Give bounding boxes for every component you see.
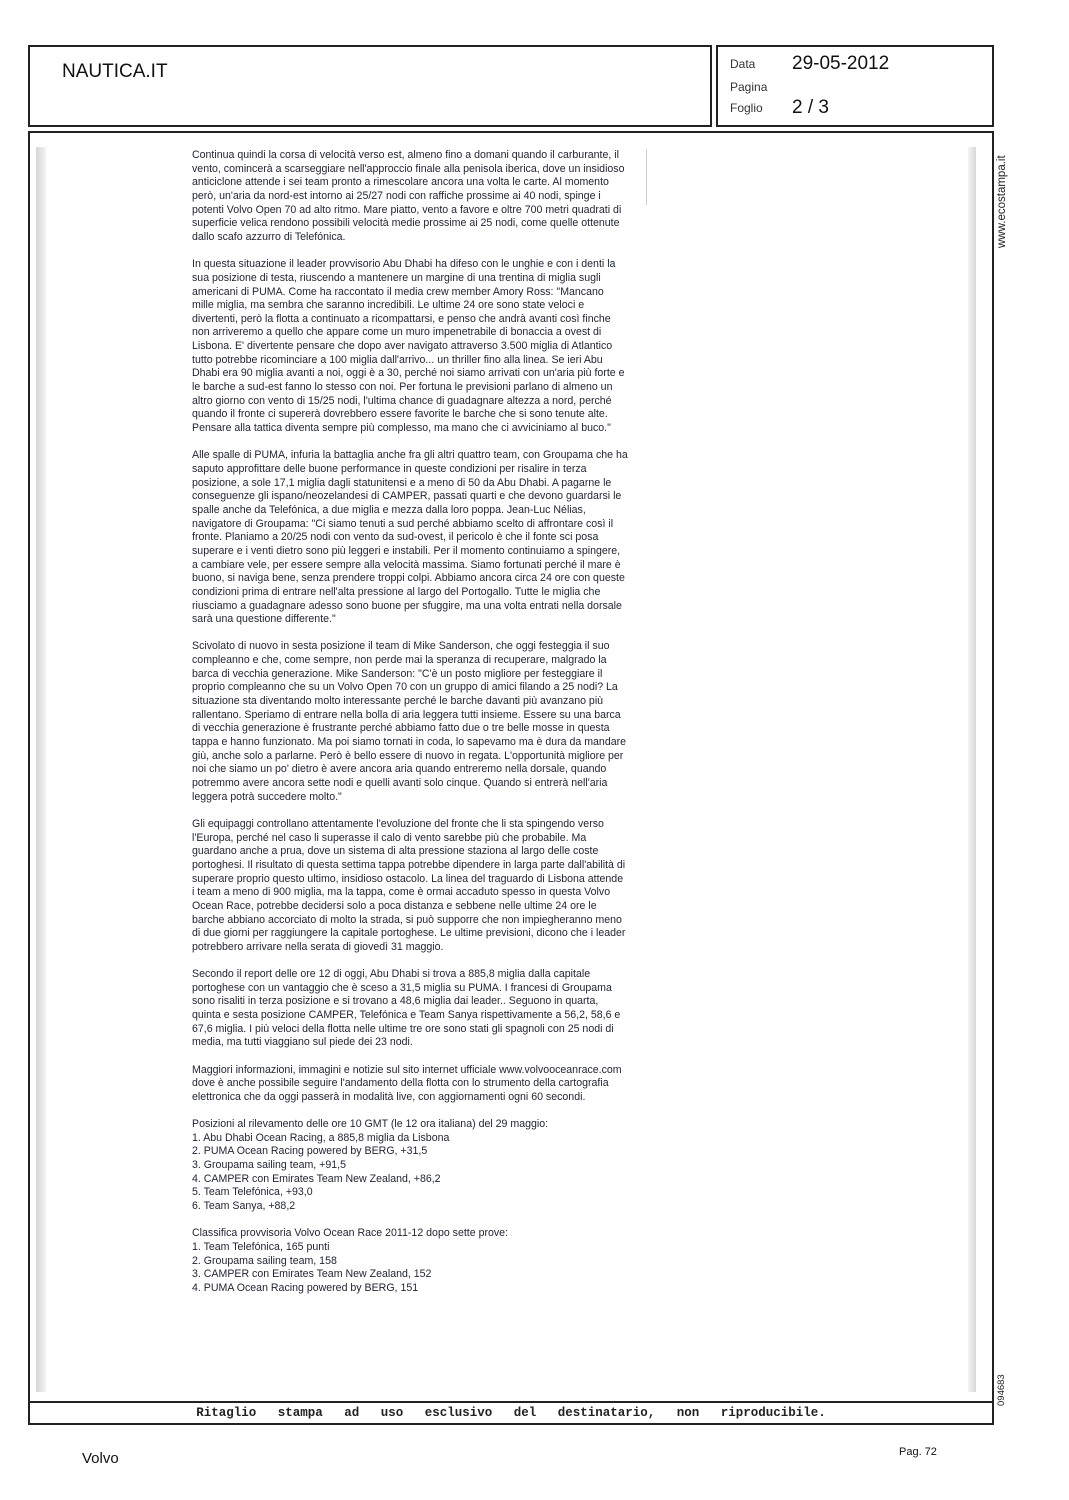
article-paragraph: Scivolato di nuovo in sesta posizione il team di Mike Sanderson, che oggi festeggia il suo compleanno e che, come sempre, non perde mai la speranza di recuperare, malgrado la barca di vecchia generazione. Mike Sanderson: "C'è un posto migliore per festeggiare il proprio compleanno che su un Volvo Open 70 con un gruppo di amici filando a 25 nodi? La situazione sta diventando molto interessante perché le barche davanti più avanzano più rallentano. Speriamo di entrare nella bolla di aria leggera tutti insieme. Essere su una barca di vecchia generazione è frustrante perché abbiamo fatto due o tre belle mosse in questa tappa e hanno funzionato. Ma poi siamo tornati in coda, lo sapevamo ma è dura da mandare giù, anche solo a parlarne. Però è bello essere di nuovo in regata. L'opportunità migliore per noi che siamo un po' dietro è avere ancora aria quando entreremo nella dorsale, quando potremmo avere ancora sette nodi e quelli avanti solo cinque. Quando si entrerà nell'aria leggera potrà succedere molto.": [192, 640, 627, 803]
list-item: 6. Team Sanya, +88,2: [192, 1200, 296, 1213]
positions-title: Posizioni al rilevamento delle ore 10 GMT (le 12 ora italiana) del 29 maggio:: [192, 1118, 549, 1131]
clipping-frame: [28, 131, 994, 1425]
list-item: 5. Team Telefónica, +93,0: [192, 1186, 313, 1199]
sheet-value: 2 / 3: [792, 97, 829, 118]
side-code: 094683: [996, 1374, 1007, 1406]
article-paragraph: Secondo il report delle ore 12 di oggi, Abu Dhabi si trova a 885,8 miglia dalla capitale portoghese con un vantaggio che è sceso a 31,5 miglia su PUMA. I francesi di Groupama sono risaliti in terza posizione e si trovano a 48,6 miglia dai leader.. Seguono in quarta, quinta e sesta posizione CAMPER, Telefónica e Team Sanya rispettivamente a 56,2, 58,6 e 67,6 miglia. I più veloci della flotta nelle ultime tre ore sono stati gli spagnoli con 25 nodi di media, ma tutti viaggiano sul piede dei 23 nodi.: [192, 968, 621, 1049]
source-title: NAUTICA.IT: [62, 61, 168, 82]
section-label: Volvo: [82, 1450, 119, 1467]
list-item: 2. Groupama sailing team, 158: [192, 1254, 337, 1267]
article-paragraph: Maggiori informazioni, immagini e notizie sul sito internet ufficiale www.volvooceanrace.com dove è anche possibile seguire l'andamento della flotta con lo strumento della cartografia elettronica che da oggi passerà in modalità live, con aggiornamenti ogni 60 secondi.: [192, 1063, 622, 1103]
side-url: www.ecostampa.it: [996, 155, 1008, 248]
source-header-box: [28, 45, 712, 127]
standings-list: [192, 1227, 628, 1295]
article-paragraph: Gli equipaggi controllano attentamente l'evoluzione del fronte che li sta spingendo verso l'Europa, perché nel caso li superasse il calo di vento sarebbe più che probabile. Ma guardano anche a prua, dove un sistema di alta pressione staziona al largo delle coste portoghesi. Il risultato di questa settima tappa potrebbe dipendere in larga parte dall'abilità di superare proprio questo ultimo, insidioso ostacolo. La linea del traguardo di Lisbona attende i team a meno di 900 miglia, ma la tappa, come è ormai accaduto spesso in questa Volvo Ocean Race, potrebbe decidersi solo a poca distanza e sebbene nelle ultime 24 ore le barche abbiano accorciato di molto la strada, si può supporre che non impiegheranno meno di due giorni per raggiungere la capitale portoghese. Le ultime previsioni, dicono che i leader potrebbero arrivare nella serata di giovedì 31 maggio.: [192, 817, 626, 953]
scan-shadow-left: [36, 147, 46, 1392]
date-label: Data: [730, 57, 756, 71]
positions-list: [192, 1118, 628, 1214]
article-paragraph: Alle spalle di PUMA, infuria la battaglia anche fra gli altri quattro team, con Groupama che ha saputo approfittare delle buone performance in queste condizioni per risalire in terza posizione, a sole 17,1 miglia dagli statunitensi e a meno di 50 da Abu Dhabi. A pagarne le conseguenze gli ispano/neozelandesi di CAMPER, passati quarti e che devono guardarsi le spalle anche da Telefónica, a due miglia e mezza dalla loro poppa. Jean-Luc Nélias, navigatore di Groupama: "Ci siamo tenuti a sud perché abbiamo scelto di affrontare così il fronte. Planiamo a 20/25 nodi con vento da sud-ovest, il pericolo è che il fonte sci posa superare e i venti dietro sono più leggeri e instabili. Per il momento continuiamo a spingere, a cambiare vele, per essere sempre alla velocità massima. Siamo fortunati perché il mare è buono, si naviga bene, senza prendere troppi colpi. Abbiamo ancora circa 24 ore con queste condizioni prima di entrare nell'alta pressione al largo del Portogallo. Tutte le miglia che riusciamo a guadagnare adesso sono buone per sfuggire, ma una volta entrati nella dorsale sarà una questione differente.": [192, 449, 628, 626]
list-item: 4. PUMA Ocean Racing powered by BERG, 151: [192, 1281, 419, 1294]
date-value: 29-05-2012: [792, 53, 890, 74]
list-item: 4. CAMPER con Emirates Team New Zealand, +86,2: [192, 1172, 441, 1185]
metadata-box: [716, 45, 994, 127]
copyright-notice: Ritaglio stampa ad uso esclusivo del destinatario, non riproducibile.: [30, 1401, 992, 1423]
sheet-label: Foglio: [730, 101, 763, 115]
scan-line: [646, 149, 647, 205]
article-paragraph: In questa situazione il leader provvisorio Abu Dhabi ha difeso con le unghie e con i denti la sua posizione di testa, riuscendo a mantenere un margine di una trentina di miglia sugli americani di PUMA. Come ha raccontato il media crew member Amory Ross: "Mancano mille miglia, ma sembra che saranno incredibili. Le ultime 24 ore sono state veloci e divertenti, però la flotta a continuato a ricompattarsi, e penso che andrà avanti così finche non arriveremo a quello che appare come un muro impenetrabile di bonaccia a ovest di Lisbona. E' divertente pensare che dopo aver navigato attraverso 3.500 miglia di Atlantico tutto potrebbe ricominciare a 100 miglia dall'arrivo... un thriller fino alla linea. Se ieri Abu Dhabi era 90 miglia avanti a noi, oggi è a 30, perché noi siamo arrivati con un'aria più forte e le barche a sud-est fanno lo stesso con noi. Per fortuna le previsioni parlano di almeno un altro giorno con vento di 15/25 nodi, l'ultima chance di guadagnare altezza a nord, perché quando il fronte ci supererà dovrebbero essere favorite le barche che si sono tenute alte. Pensare alla tattica diventa sempre più complesso, ma mano che ci avviciniamo al buco.": [192, 258, 625, 435]
list-item: 3. CAMPER con Emirates Team New Zealand, 152: [192, 1268, 432, 1281]
scan-shadow-right: [968, 147, 976, 1392]
standings-title: Classifica provvisoria Volvo Ocean Race 2011-12 dopo sette prove:: [192, 1227, 509, 1240]
list-item: 1. Team Telefónica, 165 punti: [192, 1241, 330, 1253]
page-number: Pag. 72: [899, 1446, 937, 1458]
article-body: [192, 149, 628, 1309]
list-item: 2. PUMA Ocean Racing powered by BERG, +31,5: [192, 1145, 428, 1158]
list-item: 1. Abu Dhabi Ocean Racing, a 885,8 miglia da Lisbona: [192, 1131, 450, 1144]
page-label: Pagina: [730, 80, 768, 94]
article-paragraph: Continua quindi la corsa di velocità verso est, almeno fino a domani quando il carburante, il vento, comincerà a scarseggiare nell'approccio finale alla penisola iberica, dove un insidioso anticiclone attende i sei team pronto a rimescolare ancora una volta le carte. Al momento però, un'aria da nord-est intorno ai 25/27 nodi con raffiche prossime ai 40 nodi, spinge i potenti Volvo Open 70 ad alto ritmo. Mare piatto, vento a favore e oltre 700 metri quadrati di superficie velica rendono possibili velocità medie prossime ai 25 nodi, come quelle ottenute dallo scafo azzurro di Telefónica.: [192, 149, 625, 243]
list-item: 3. Groupama sailing team, +91,5: [192, 1159, 346, 1172]
